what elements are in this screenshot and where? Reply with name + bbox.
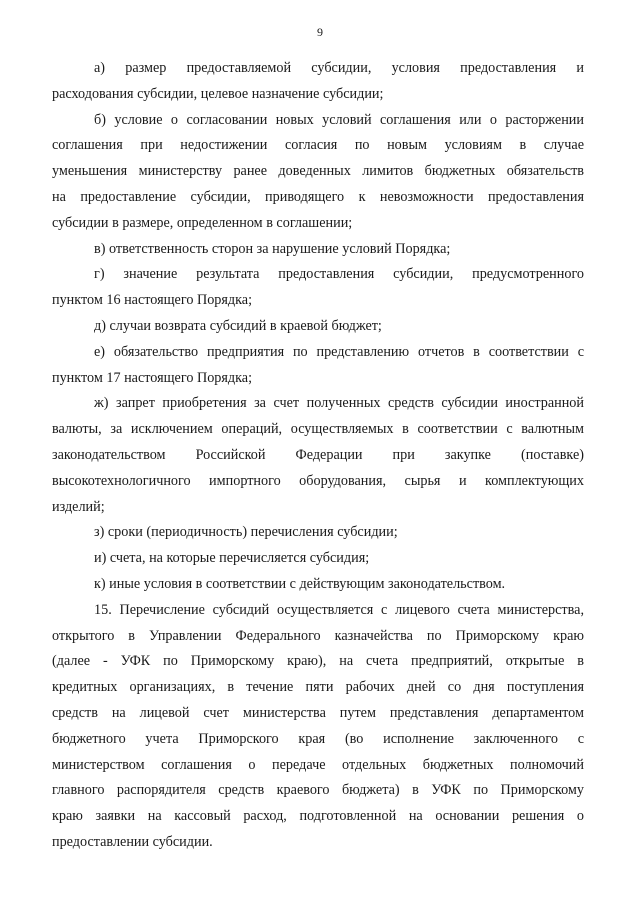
text-line: б) условие о согласовании новых условий соглашения или о расторжении xyxy=(94,111,584,128)
text-line: е) обязательство предприятия по представлению отчетов в соответствии с xyxy=(94,343,584,360)
text-line: д) случаи возврата субсидий в краевой бюджет; xyxy=(94,318,382,334)
text-line: ж) запрет приобретения за счет полученных средств субсидии иностранной xyxy=(94,395,584,412)
text-line: пунктом 17 настоящего Порядка; xyxy=(52,369,253,386)
text-line: соглашения при недостижении согласия по новым условиям в случае xyxy=(52,137,584,154)
text-line: высокотехнологичного импортного оборудования, сырья и комплектующих xyxy=(52,472,584,489)
text-line: и) счета, на которые перечисляется субсидия; xyxy=(94,550,370,567)
text-line: г) значение результата предоставления субсидии, предусмотренного xyxy=(94,266,584,283)
page-number: 9 xyxy=(317,25,323,39)
text-line: законодательством Российской Федерации при закупке (поставке) xyxy=(52,447,584,463)
text-line: бюджетного учета Приморского края (во исполнение заключенного с xyxy=(52,730,584,747)
text-line: на предоставление субсидии, приводящего к невозможности предоставления xyxy=(52,189,584,205)
text-line: 15. Перечисление субсидий осуществляется с лицевого счета министерства, xyxy=(94,601,584,618)
text-line: пунктом 16 настоящего Порядка; xyxy=(52,292,253,309)
text-line: открытого в Управлении Федерального казначейства по Приморскому краю xyxy=(52,627,584,644)
text-line: расходования субсидии, целевое назначение субсидии; xyxy=(52,85,384,102)
text-line: кредитных организациях, в течение пяти рабочих дней со дня поступления xyxy=(52,679,584,696)
text-line: главного распорядителя средств краевого бюджета) в УФК по Приморскому xyxy=(52,782,584,799)
text-line: субсидии в размере, определенном в соглашении; xyxy=(52,214,353,231)
text-line: (далее - УФК по Приморскому краю), на счета предприятий, открытые в xyxy=(52,653,584,670)
text-line: краю заявки на кассовый расход, подготовленной на основании решения о xyxy=(52,808,584,825)
text-line: а) размер предоставляемой субсидии, условия предоставления и xyxy=(94,60,584,76)
text-line: средств на лицевой счет министерства путем представления департаментом xyxy=(52,705,584,721)
text-line: в) ответственность сторон за нарушение условий Порядка; xyxy=(94,240,451,257)
text-line: изделий; xyxy=(52,498,105,515)
text-line: министерством соглашения о передаче отдельных бюджетных полномочий xyxy=(52,756,584,773)
text-line: предоставлении субсидии. xyxy=(52,834,213,850)
text-line: к) иные условия в соответствии с действующим законодательством. xyxy=(94,576,506,592)
text-line: валюты, за исключением операций, осуществляемых в соответствии с валютным xyxy=(52,421,584,438)
text-line: уменьшения министерству ранее доведенных лимитов бюджетных обязательств xyxy=(52,163,584,180)
text-line: з) сроки (периодичность) перечисления субсидии; xyxy=(94,524,398,541)
